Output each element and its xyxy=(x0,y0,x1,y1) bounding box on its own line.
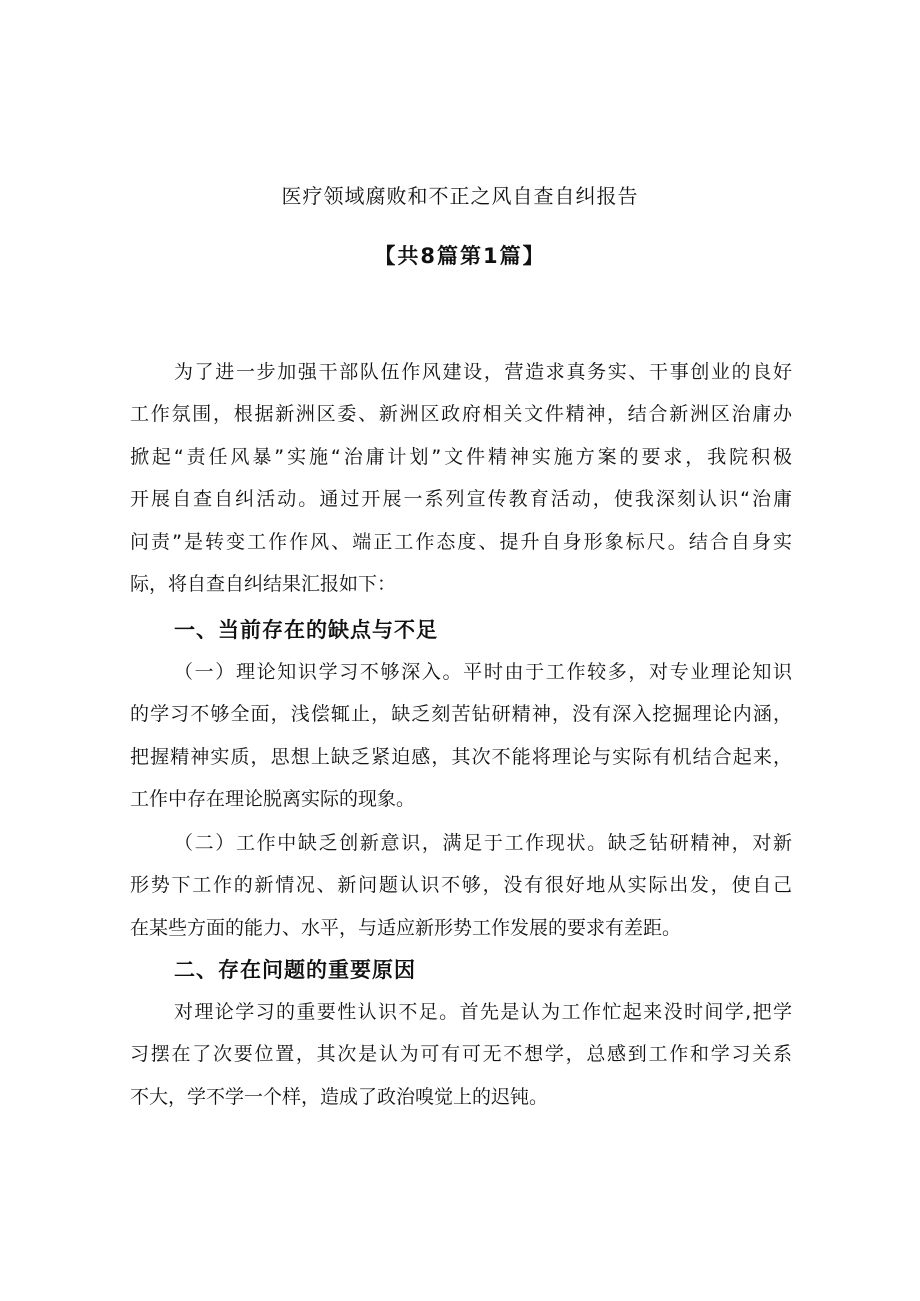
paragraph-point-2 xyxy=(130,822,792,949)
text-line: 把握精神实质，思想上缺乏紧迫感，其次不能将理论与实际有机结合起来， xyxy=(130,745,792,768)
text-line: （一）理论知识学习不够深入。平时由于工作较多，对专业理论知识 xyxy=(174,661,792,683)
text-line: 不大，学不学一个样，造成了政治嗅觉上的迟钝。 xyxy=(130,1085,549,1108)
text-line: （二）工作中缺乏创新意识，满足于工作现状。缺乏钻研精神，对新 xyxy=(174,832,792,854)
text-line: 在某些方面的能力、水平，与适应新形势工作发展的要求有差距。 xyxy=(130,916,682,939)
text-line: 工作中存在理论脱离实际的现象。 xyxy=(130,788,416,811)
document-title: 医疗领域腐败和不正之风自查自纠报告 xyxy=(281,184,639,208)
section-heading-1: 一、当前存在的缺点与不足 xyxy=(174,618,438,642)
text-line: 习摆在了次要位置，其次是认为可有可无不想学，总感到工作和学习关系 xyxy=(130,1043,792,1066)
document-subtitle: 【共8篇第1篇】 xyxy=(374,244,546,268)
text-line: 际，将自查自纠结果汇报如下： xyxy=(130,572,397,595)
text-line: 形势下工作的新情况、新问题认识不够，没有很好地从实际出发，使自己 xyxy=(130,874,792,897)
paragraph-causes xyxy=(130,991,792,1118)
text-line: 为了进一步加强干部队伍作风建设，营造求真务实、干事创业的良好 xyxy=(174,361,792,383)
text-line: 掀起“责任风暴”实施“治庸计划”文件精神实施方案的要求，我院积极 xyxy=(130,445,792,468)
text-line: 对理论学习的重要性认识不足。首先是认为工作忙起来没时间学,把学 xyxy=(174,1001,792,1023)
text-line: 的学习不够全面，浅偿辄止，缺乏刻苦钻研精神，没有深入挖掘理论内涵， xyxy=(130,703,792,726)
section-heading-2-wrap xyxy=(130,948,792,992)
paragraph-intro xyxy=(130,351,792,605)
section-heading-2: 二、存在问题的重要原因 xyxy=(174,958,416,982)
text-line: 开展自查自纠活动。通过开展一系列宣传教育活动，使我深刻认识“治庸 xyxy=(130,488,792,511)
section-heading-1-wrap xyxy=(130,608,792,652)
paragraph-point-1 xyxy=(130,651,792,821)
text-line: 问责”是转变工作作风、端正工作态度、提升自身形象标尺。结合自身实 xyxy=(130,530,792,553)
text-line: 工作氛围，根据新洲区委、新洲区政府相关文件精神，结合新洲区治庸办 xyxy=(130,403,792,426)
